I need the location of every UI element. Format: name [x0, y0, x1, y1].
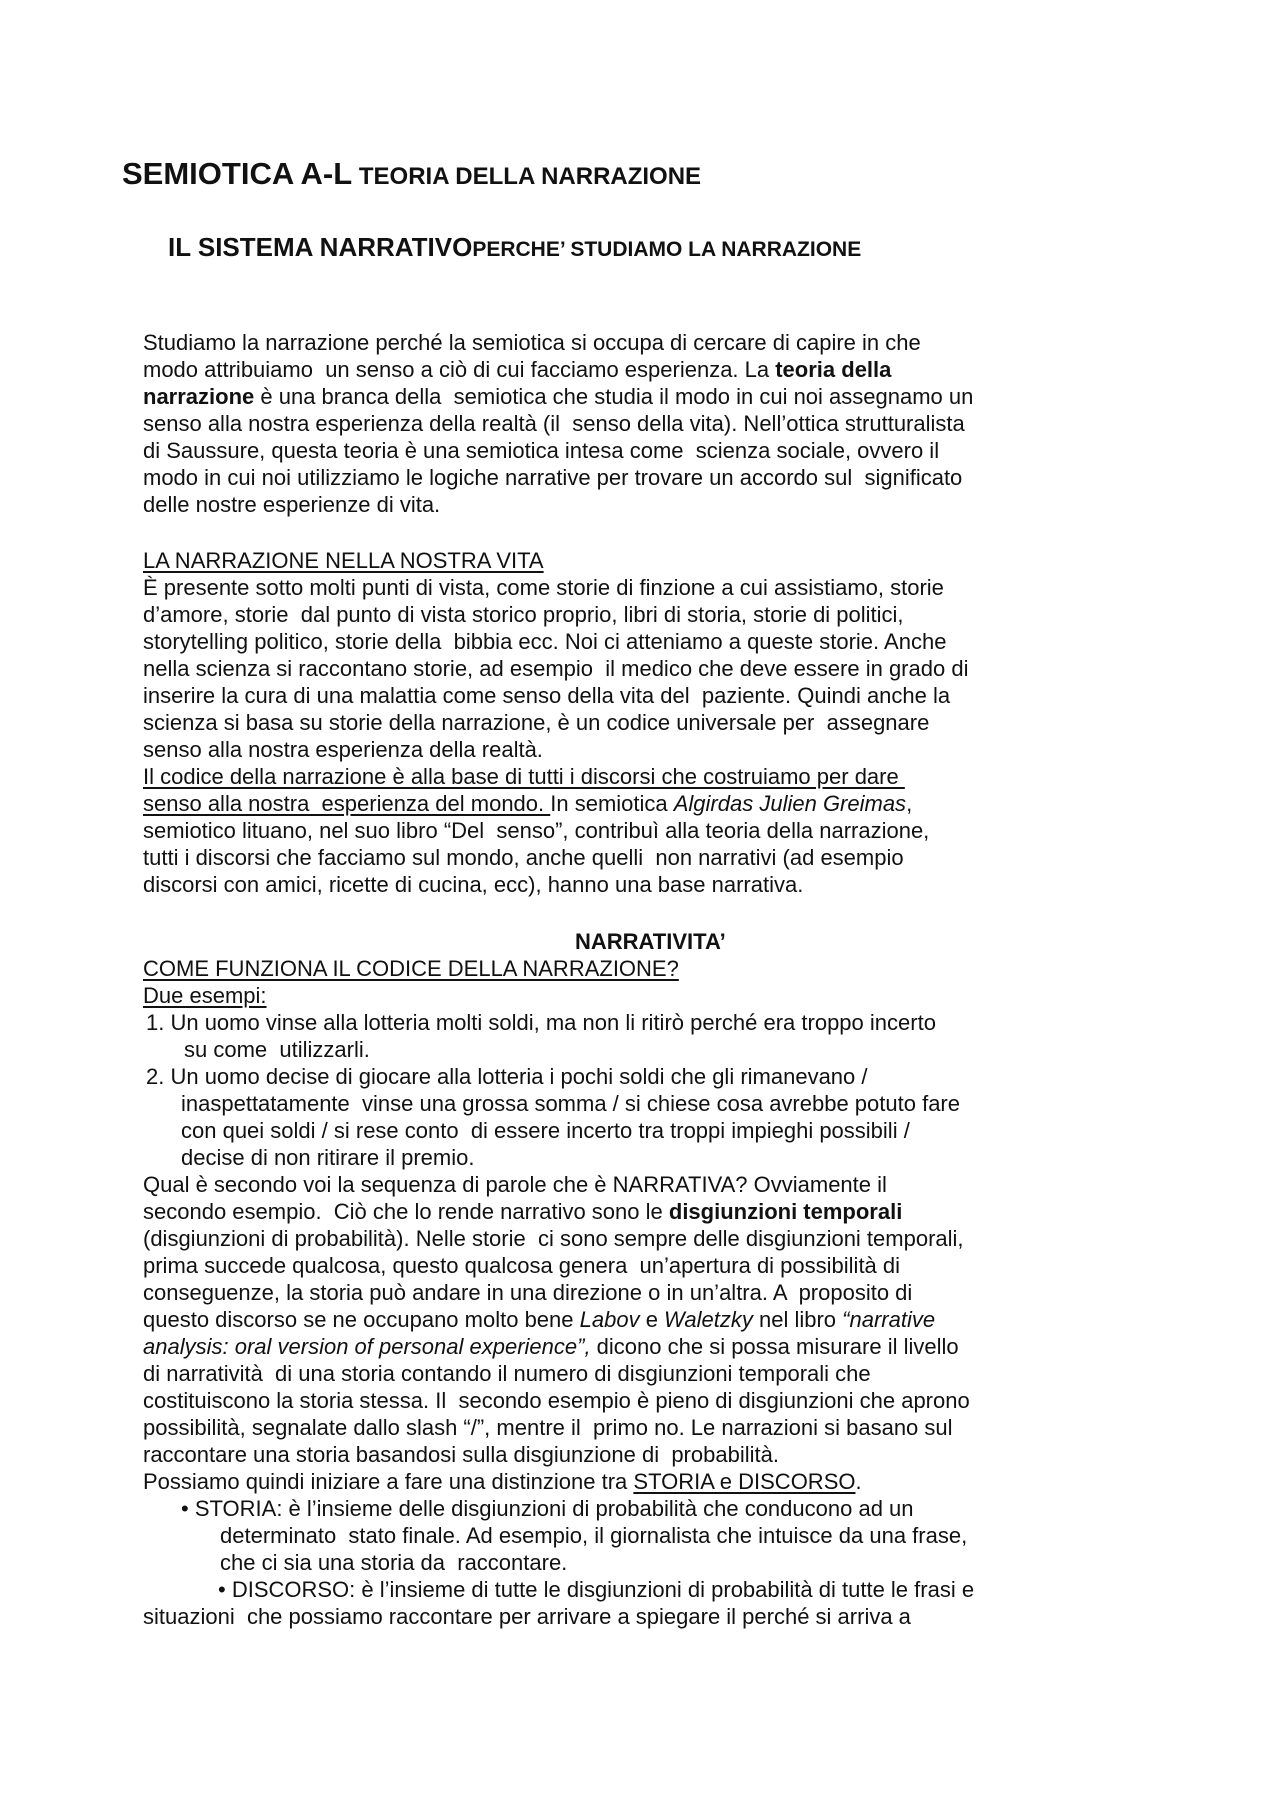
intro-line: Studiamo la narrazione perché la semiotica si occupa di cercare di capire in che [143, 330, 921, 355]
examples-label: Due esempi: [143, 983, 267, 1008]
body-line: tutti i discorsi che facciamo sul mondo, anche quelli non narrativi (ad esempio [143, 845, 904, 870]
body-line [143, 790, 912, 817]
intro-line: modo in cui noi utilizziamo le logiche narrative per trovare un accordo sul significato [143, 465, 963, 490]
bullet-item-discorso: situazioni che possiamo raccontare per arrivare a spiegare il perché si arriva a [143, 1604, 911, 1629]
body-line: d’amore, storie dal punto di vista storico proprio, libri di storia, storie di politici, [143, 602, 904, 627]
underlined-text: senso alla nostra esperienza del mondo. [143, 791, 551, 816]
italic-text: Waletzky [664, 1307, 753, 1332]
body-line: conseguenze, la storia può andare in una direzione o in un’altra. A proposito di [143, 1280, 913, 1305]
example-line: 2. Un uomo decise di giocare alla lotteria i pochi soldi che gli rimanevano / [146, 1064, 868, 1089]
body-text: secondo esempio. Ciò che lo rende narrativo sono le [143, 1199, 669, 1224]
example-line: 1. Un uomo vinse alla lotteria molti soldi, ma non li ritirò perché era troppo incerto [146, 1010, 936, 1035]
body-text: In semiotica [550, 791, 674, 816]
bullet-item-storia: determinato stato finale. Ad esempio, il giornalista che intuisce da una frase, [220, 1523, 968, 1548]
body-line: nella scienza si raccontano storie, ad esempio il medico che deve essere in grado di [143, 656, 969, 681]
subtitle-sub: PERCHE’ STUDIAMO LA NARRAZIONE [472, 238, 862, 261]
body-line: storytelling politico, storie della bibbia ecc. Noi ci atteniamo a queste storie. Anche [143, 629, 947, 654]
italic-text: Algirdas Julien Greimas [673, 791, 907, 816]
question-heading: COME FUNZIONA IL CODICE DELLA NARRAZIONE? [143, 956, 679, 981]
italic-text: analysis: oral version of personal experience”, [143, 1334, 591, 1359]
intro-text: è una branca della semiotica che studia il modo in cui noi assegnamo un [254, 384, 974, 409]
body-line: senso alla nostra esperienza della realtà. [143, 737, 543, 762]
body-text: , [906, 791, 913, 816]
body-line: prima succede qualcosa, questo qualcosa genera un’apertura di possibilità di [143, 1253, 901, 1278]
body-line [143, 1198, 902, 1225]
body-text: Possiamo quindi iniziare a fare una distinzione tra [143, 1469, 634, 1494]
intro-line [143, 356, 891, 383]
body-line: di narratività di una storia contando il numero di disgiunzioni temporali che [143, 1361, 871, 1386]
underlined-text: STORIA e DISCORSO [633, 1469, 856, 1494]
document-subtitle [168, 232, 861, 263]
body-line: semiotico lituano, nel suo libro “Del senso”, contribuì alla teoria della narrazione, [143, 818, 930, 843]
section-heading: LA NARRAZIONE NELLA NOSTRA VITA [143, 548, 544, 573]
title-sub: TEORIA DELLA NARRAZIONE [352, 163, 702, 190]
body-line: Il codice della narrazione è alla base di tutti i discorsi che costruiamo per dare [143, 764, 905, 789]
example-line: decise di non ritirare il premio. [181, 1145, 475, 1170]
example-line: con quei soldi / si rese conto di essere incerto tra troppi impieghi possibili / [181, 1118, 910, 1143]
body-text: . [855, 1469, 862, 1494]
italic-text: Labov [579, 1307, 640, 1332]
document-title [122, 156, 701, 192]
intro-line: di Saussure, questa teoria è una semiotica intesa come scienza sociale, ovvero il [143, 438, 940, 463]
intro-text: modo attribuiamo un senso a ciò di cui facciamo esperienza. La [143, 357, 776, 382]
intro-bold: teoria della [775, 357, 892, 382]
body-text: dicono che si possa misurare il livello [590, 1334, 959, 1359]
bullet-item-storia: che ci sia una storia da raccontare. [220, 1550, 568, 1575]
example-line: inaspettatamente vinse una grossa somma / si chiese cosa avrebbe potuto fare [181, 1091, 960, 1116]
body-line: discorsi con amici, ricette di cucina, ecc), hanno una base narrativa. [143, 872, 804, 897]
body-line: costituiscono la storia stessa. Il secondo esempio è pieno di disgiunzioni che aprono [143, 1388, 970, 1413]
body-line: scienza si basa su storie della narrazione, è un codice universale per assegnare [143, 710, 930, 735]
body-text: e [639, 1307, 665, 1332]
body-line [143, 1333, 959, 1360]
body-text: nel libro [752, 1307, 843, 1332]
body-line: È presente sotto molti punti di vista, come storie di finzione a cui assistiamo, storie [143, 575, 944, 600]
italic-text: “narrative [842, 1307, 936, 1332]
bullet-item-storia: • STORIA: è l’insieme delle disgiunzioni di probabilità che conducono ad un [181, 1496, 914, 1521]
body-line [143, 1468, 862, 1495]
body-text: questo discorso se ne occupano molto bene [143, 1307, 580, 1332]
intro-bold: narrazione [143, 384, 255, 409]
bullet-item-discorso: • DISCORSO: è l’insieme di tutte le disgiunzioni di probabilità di tutte le frasi e [218, 1577, 975, 1602]
body-line: inserire la cura di una malattia come senso della vita del paziente. Quindi anche la [143, 683, 951, 708]
body-line: possibilità, segnalate dallo slash “/”, mentre il primo no. Le narrazioni si basano sul [143, 1415, 953, 1440]
body-line [143, 1306, 935, 1333]
intro-line: senso alla nostra esperienza della realtà (il senso della vita). Nell’ottica strutturalista [143, 411, 965, 436]
bold-text: disgiunzioni temporali [668, 1199, 903, 1224]
intro-line: delle nostre esperienze di vita. [143, 492, 441, 517]
section-heading: NARRATIVITA’ [575, 929, 726, 954]
intro-line [143, 383, 973, 410]
body-line: raccontare una storia basandosi sulla disgiunzione di probabilità. [143, 1442, 779, 1467]
body-line: (disgiunzioni di probabilità). Nelle storie ci sono sempre delle disgiunzioni temporali, [143, 1226, 964, 1251]
subtitle-main: IL SISTEMA NARRATIVO [168, 232, 473, 262]
title-main: SEMIOTICA A-L [122, 156, 353, 191]
example-line: su come utilizzarli. [184, 1037, 370, 1062]
body-line: Qual è secondo voi la sequenza di parole che è NARRATIVA? Ovviamente il [143, 1172, 887, 1197]
